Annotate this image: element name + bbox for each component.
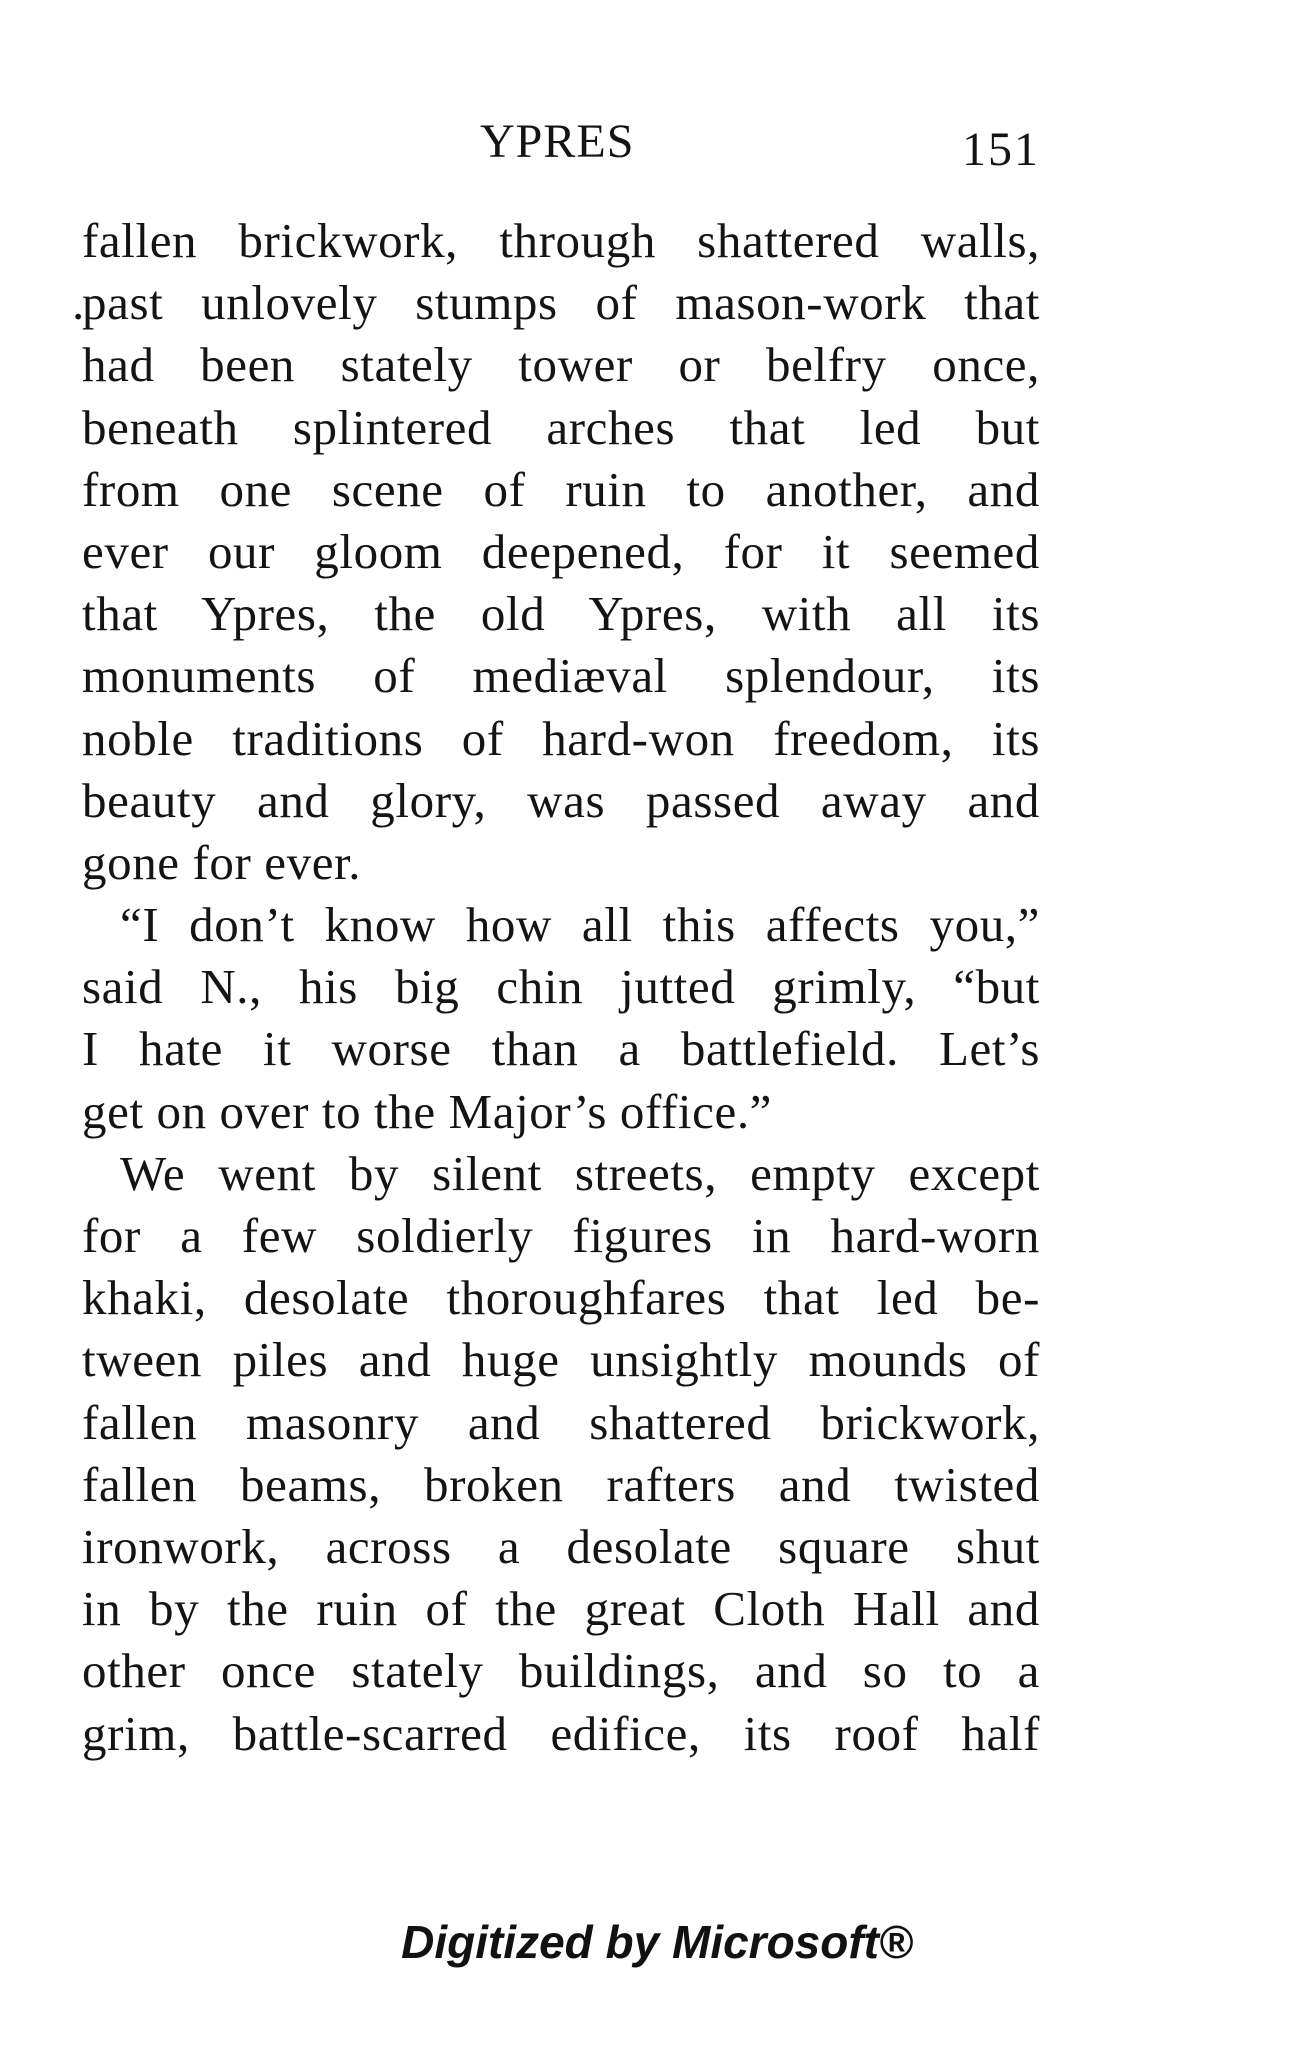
digitized-by-notice: Digitized by Microsoft® [401,1916,913,1968]
text-line: from one scene of ruin to another, and [82,461,1040,517]
text-line: tween piles and huge unsightly mounds of [82,1332,1040,1388]
text-line: beneath splintered arches that led but [82,399,1040,455]
text-line: fallen masonry and shattered brickwork, [82,1394,1040,1450]
text-line: fallen beams, broken rafters and twisted [82,1456,1040,1512]
text-line: ironwork, across a desolate square shut [82,1518,1040,1574]
text-line: khaki, desolate thoroughfares that led be- [82,1270,1040,1326]
body-text [72,210,1040,1765]
text-line: monuments of mediæval splendour, its [82,648,1040,704]
text-line: noble traditions of hard-won freedom, its [82,710,1040,766]
text-line: said N., his big chin jutted grimly, “but [82,959,1040,1015]
text-line: beauty and glory, was passed away and [82,772,1040,828]
stray-ink-dot: . [72,275,85,331]
text-line: “I don’t know how all this affects you,” [120,897,1040,953]
text-line-content: past unlovely stumps of mason-work that [82,275,1040,331]
text-line: had been stately tower or belfry once, [82,337,1040,393]
page-number: 151 [962,123,1040,176]
text-line [72,272,1040,334]
running-head [0,112,1314,176]
text-line: ever our gloom deepened, for it seemed [82,523,1040,579]
text-line: other once stately buildings, and so to a [82,1643,1040,1699]
text-line: for a few soldierly figures in hard-worn [82,1208,1040,1263]
text-line: grim, battle-scarred edifice, its roof half [82,1705,1040,1761]
text-line: I hate it worse than a battlefield. Let’s [82,1021,1040,1077]
text-line: We went by silent streets, empty except [120,1145,1040,1201]
text-line: fallen brickwork, through shattered walls, [82,213,1040,268]
text-line: in by the ruin of the great Cloth Hall and [82,1581,1040,1637]
text-line: gone for ever. [82,834,362,890]
text-line: get on over to the Major’s office.” [82,1083,773,1139]
text-line: that Ypres, the old Ypres, with all its [82,586,1040,642]
running-title: YPRES [480,115,635,168]
